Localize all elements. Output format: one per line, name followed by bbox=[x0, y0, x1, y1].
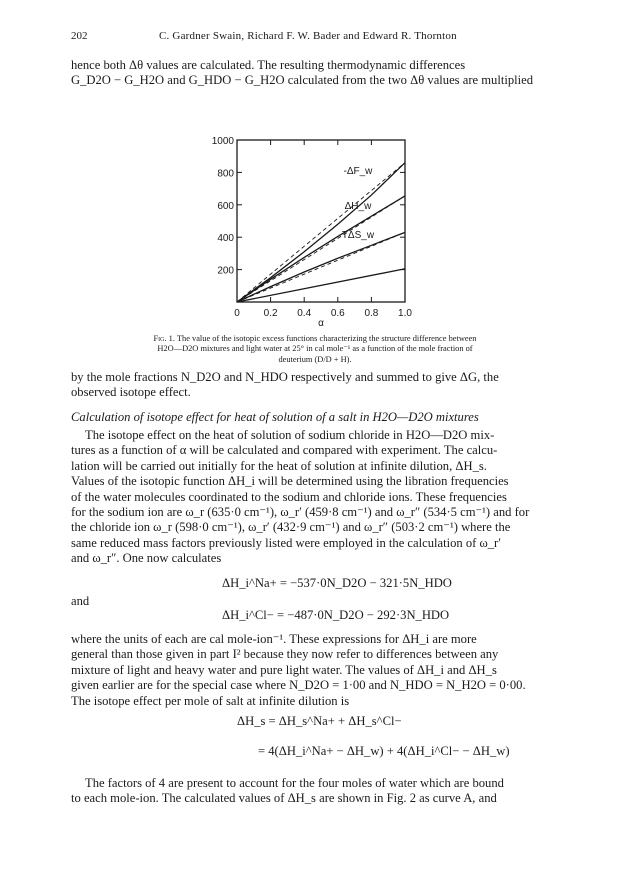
text-line: general than those given in part I² because they now refer to differences between any bbox=[71, 647, 499, 662]
series-line bbox=[237, 163, 405, 302]
text-line: observed isotope effect. bbox=[71, 385, 191, 400]
y-tick-label: 200 bbox=[217, 265, 234, 277]
paragraph-intro bbox=[71, 58, 553, 89]
equation-sodium: ΔH_i^Na+ = −537·0N_D2O − 321·5N_HDO bbox=[222, 576, 452, 590]
text-line: by the mole fractions N_D2O and N_HDO respectively and summed to give ΔG, the bbox=[71, 370, 499, 384]
paragraph-factors bbox=[71, 776, 553, 807]
equation-heat-solution: ΔH_s = ΔH_s^Na+ + ΔH_s^Cl− bbox=[237, 714, 402, 728]
x-axis-label: α bbox=[318, 318, 324, 329]
x-tick-label: 0.8 bbox=[364, 308, 379, 319]
y-tick-label: 1000 bbox=[211, 136, 234, 147]
equation-chloride: ΔH_i^Cl− = −487·0N_D2O − 292·3N_HDO bbox=[222, 608, 450, 622]
x-tick-label: 0 bbox=[234, 308, 240, 319]
text-line: tures as a function of α will be calculated and compared with experiment. The calcu- bbox=[71, 443, 498, 458]
text-line: hence both Δθ values are calculated. The resulting thermodynamic differences bbox=[71, 58, 466, 72]
plot-frame bbox=[237, 140, 405, 302]
text-line: to each mole-ion. The calculated values of ΔH_s are shown in Fig. 2 as curve A, and bbox=[71, 791, 497, 806]
text-line: and ω_r″. One now calculates bbox=[71, 551, 222, 566]
and-word: and bbox=[71, 594, 90, 608]
series-line bbox=[237, 232, 405, 302]
equation-heat-solution-expanded: = 4(ΔH_i^Na+ − ΔH_w) + 4(ΔH_i^Cl− − ΔH_w) bbox=[258, 744, 510, 758]
figure-1-chart bbox=[200, 130, 430, 335]
text-line: G_D2O − G_H2O and G_HDO − G_H2O calculated from the two Δθ values are multiplied bbox=[71, 73, 534, 88]
curve-annotation: ΔH_w bbox=[344, 200, 372, 212]
text-line: lation will be carried out initially for the heat of solution at infinite dilution, ΔH_s. bbox=[71, 458, 487, 473]
figure-caption bbox=[150, 334, 480, 365]
paragraph-units bbox=[71, 632, 553, 709]
y-tick-label: 800 bbox=[217, 168, 234, 180]
section-heading: Calculation of isotope effect for heat of solution of a salt in H2O—D2O mixtures bbox=[71, 410, 479, 424]
text-line: mixture of light and heavy water and pure light water. The values of ΔH_i and ΔH_s bbox=[71, 662, 497, 677]
paragraph-calculation bbox=[71, 428, 553, 567]
page-header bbox=[71, 30, 552, 46]
series-line bbox=[237, 196, 405, 302]
text-line: of the water molecules coordinated to the sodium and chloride ions. These frequencies bbox=[71, 489, 507, 504]
text-line: the chloride ion ω_r (598·0 cm⁻¹), ω_r′ (432·9 cm⁻¹) and ω_r″ (503·2 cm⁻¹) where the bbox=[71, 520, 511, 535]
running-title: C. Gardner Swain, Richard F. W. Bader and Edward R. Thornton bbox=[159, 30, 457, 42]
x-tick-label: 1.0 bbox=[398, 308, 412, 319]
text-line: Values of the isotopic function ΔH_i will be determined using the libration frequencies bbox=[71, 474, 509, 489]
paragraph-mole-fractions bbox=[71, 370, 553, 401]
text-line: given earlier are for the special case where N_D2O = 1·00 and N_HDO = N_H2O = 0·00. bbox=[71, 678, 526, 693]
text-line: for the sodium ion are ω_r (635·0 cm⁻¹), ω_r′ (459·8 cm⁻¹) and ω_r″ (534·5 cm⁻¹) and for bbox=[71, 505, 530, 520]
x-tick-label: 0.6 bbox=[330, 308, 345, 319]
y-tick-label: 400 bbox=[217, 233, 234, 245]
caption-label: Fig. 1. bbox=[153, 334, 175, 343]
text-line: The factors of 4 are present to account for the four moles of water which are bound bbox=[85, 776, 504, 790]
caption-text: The value of the isotopic excess functions characterizing the structure difference between H2O—D2O mixtures and light water at 25° in cal mole⁻¹ as a function of the mole fraction of deuterium (D/D + H). bbox=[157, 334, 477, 364]
text-line: where the units of each are cal mole-ion⁻¹. These expressions for ΔH_i are more bbox=[71, 632, 477, 646]
curve-annotation: TΔS_w bbox=[341, 230, 375, 242]
text-line: The isotope effect per mole of salt at infinite dilution is bbox=[71, 693, 350, 708]
page-number: 202 bbox=[71, 30, 88, 42]
curve-annotation: -ΔF_w bbox=[343, 166, 373, 178]
x-tick-label: 0.4 bbox=[297, 308, 312, 319]
text-line: same reduced mass factors previously listed were employed in the calculation of ω_r′ bbox=[71, 535, 501, 550]
text-line: The isotope effect on the heat of solution of sodium chloride in H2O—D2O mix- bbox=[85, 428, 495, 442]
x-tick-label: 0.2 bbox=[263, 308, 278, 319]
y-tick-label: 600 bbox=[217, 200, 234, 212]
